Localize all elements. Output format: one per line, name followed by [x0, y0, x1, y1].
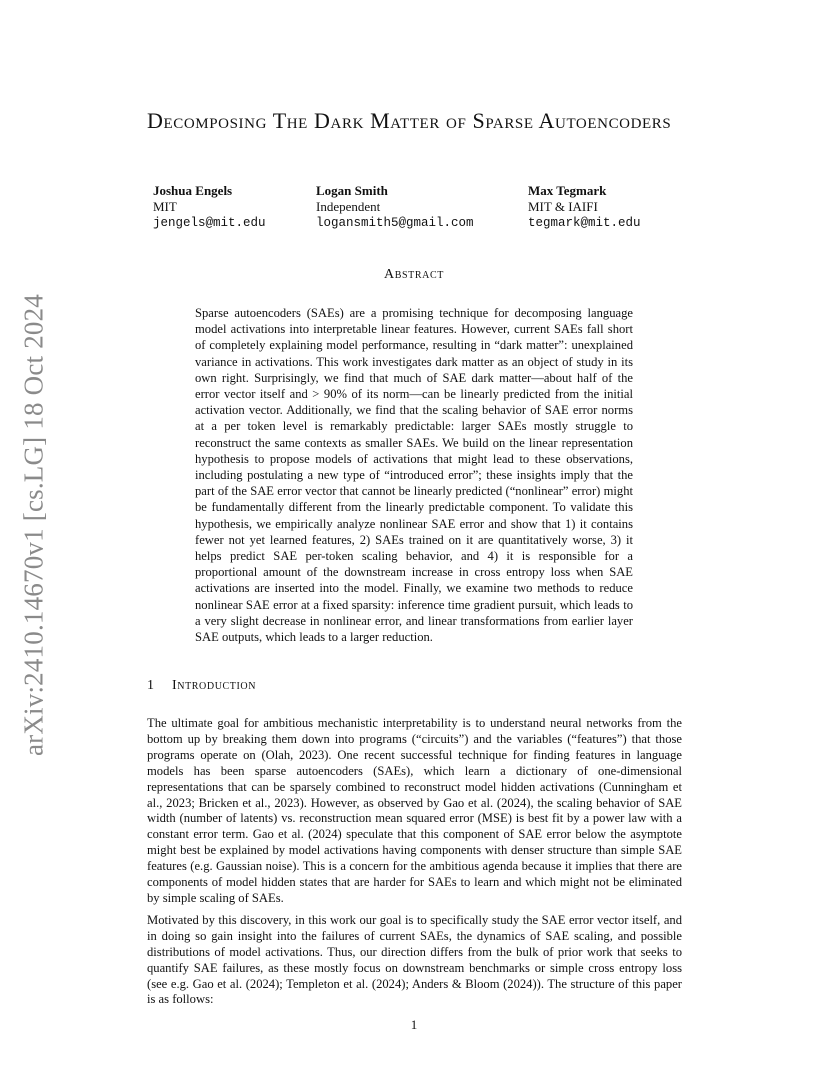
- author-affiliation: MIT: [153, 199, 177, 214]
- author-block: [153, 183, 693, 233]
- page-number: 1: [410, 1017, 418, 1032]
- paragraph: The ultimate goal for ambitious mechanistic interpretability is to understand neural networks from the bottom up by breaking them down into programs (“circuits”) and the variables (“features”) that those programs operate on (Olah, 2023). One recent successful technique for finding features in language models has been sparse autoencoders (SAEs), which learn a dictionary of one-dimensional representations that can be sparsely combined to reconstruct model hidden activations (Cunningham et al., 2023; Bricken et al., 2023). However, as observed by Gao et al. (2024), the scaling behavior of SAE width (number of latents) vs. reconstruction mean squared error (MSE) is best fit by a power law with a constant error term. Gao et al. (2024) speculate that this component of SAE error below the asymptote might best be explained by model activations having components with denser structure than simple SAE features (e.g. Gaussian noise). This is a concern for the ambitious agenda because it implies that there are components of model hidden states that are harder for SAEs to learn and which might not be eliminated by simple scaling of SAEs.: [147, 716, 682, 905]
- author-name: Logan Smith: [316, 183, 388, 198]
- paragraph: Motivated by this discovery, in this work our goal is to specifically study the SAE error vector itself, and in doing so gain insight into the failures of current SAEs, the dynamics of SAE scaling, and possible distributions of model activations. Thus, our direction differs from the bulk of prior work that seeks to quantify SAE failures, as these mostly focus on downstream benchmarks or simple cross entropy loss (see e.g. Gao et al. (2024); Templeton et al. (2024); Anders & Bloom (2024)). The structure of this paper is as follows:: [147, 912, 682, 1007]
- section-heading: [147, 678, 256, 694]
- author-3: [528, 183, 641, 231]
- author-name: Joshua Engels: [153, 183, 233, 198]
- introduction-body: [147, 716, 682, 1014]
- author-email: logansmith5@gmail.com: [316, 216, 474, 230]
- author-email: tegmark@mit.edu: [528, 216, 641, 230]
- author-affiliation: Independent: [316, 199, 381, 214]
- arxiv-identifier: [14, 290, 54, 760]
- abstract-heading: Abstract: [384, 267, 444, 282]
- author-2: [316, 183, 474, 231]
- paper-title: Decomposing The Dark Matter of Sparse Autoencoders: [147, 108, 672, 133]
- section-title: Introduction: [172, 678, 257, 693]
- section-number: 1: [147, 678, 155, 693]
- abstract-text: Sparse autoencoders (SAEs) are a promising technique for decomposing language model activations into interpretable linear features. However, current SAEs fall short of completely explaining model performance, resulting in “dark matter”: unexplained variance in activations. This work investigates dark matter as an object of study in its own right. Surprisingly, we find that much of SAE dark matter—about half of the error vector itself and > 90% of its norm—can be linearly predicted from the initial activation vector. Additionally, we find that the scaling behavior of SAE error norms at a per token level is remarkably predictable: larger SAEs mostly struggle to reconstruct the same contexts as smaller SAEs. We build on the linear representation hypothesis to propose models of activations that might lead to these observations, including postulating a new type of “introduced error”; these insights imply that the part of the SAE error vector that cannot be linearly predicted (“nonlinear” error) might be fundamentally different from the linearly predictable component. To validate this hypothesis, we empirically analyze nonlinear SAE error and show that 1) it contains fewer not yet learned features, 2) SAEs trained on it are quantitatively worse, 3) it helps predict SAE per-token scaling behavior, and 4) it is responsible for a proportional amount of the downstream increase in cross entropy loss when SAE activations are inserted into the model. Finally, we examine two methods to reduce nonlinear SAE error at a fixed sparsity: inference time gradient pursuit, which leads to a very slight decrease in nonlinear error, and linear transformations from earlier layer SAE outputs, which leads to a larger reduction.: [195, 306, 633, 645]
- author-name: Max Tegmark: [528, 183, 607, 198]
- author-email: jengels@mit.edu: [153, 216, 266, 230]
- arxiv-identifier-text: arXiv:2410.14670v1 [cs.LG] 18 Oct 2024: [18, 293, 49, 757]
- author-1: [153, 183, 266, 231]
- author-affiliation: MIT & IAIFI: [528, 199, 598, 214]
